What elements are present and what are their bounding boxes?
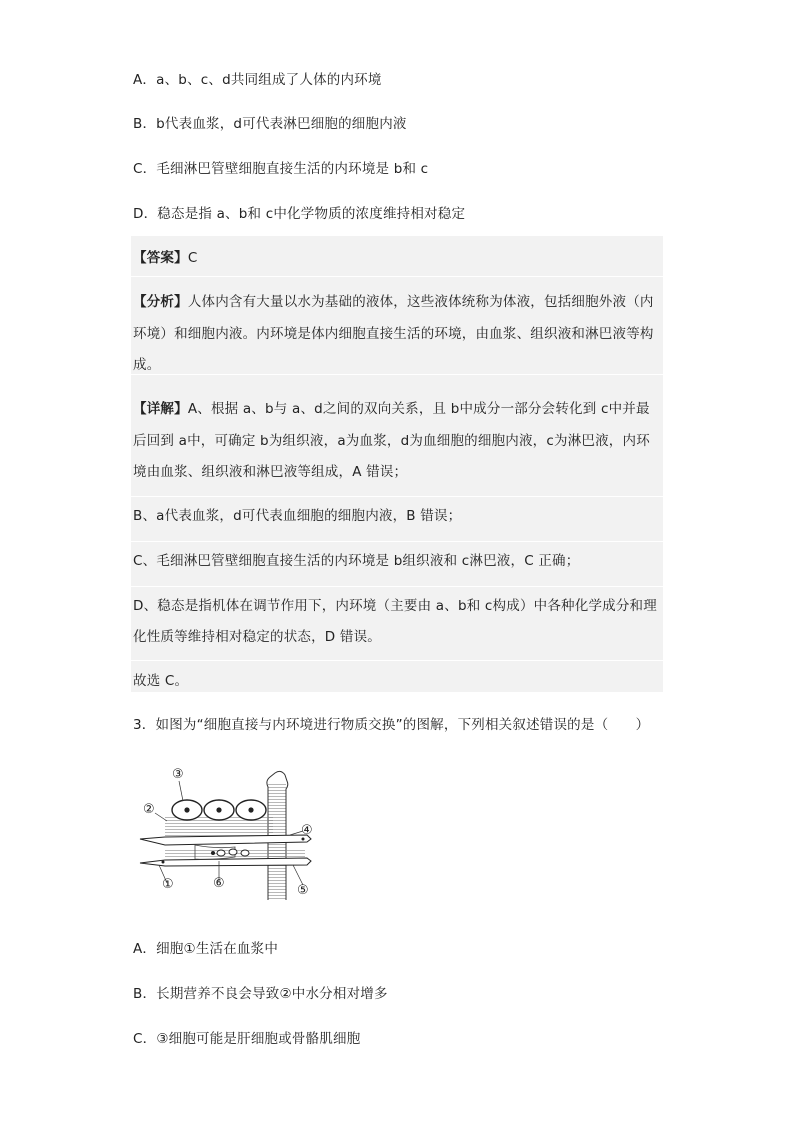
q3-option-a: A．细胞①生活在血浆中 bbox=[133, 941, 279, 957]
detail-line-3: 境由血浆、组织液和淋巴液等组成，A 错误； bbox=[133, 464, 408, 480]
figure-label-1: ① bbox=[162, 877, 174, 892]
figure-label-6: ⑥ bbox=[213, 876, 225, 891]
option-c-prev: C．毛细淋巴管壁细胞直接生活的内环境是 b和 c bbox=[133, 161, 429, 177]
analysis-text-1: 人体内含有大量以水为基础的液体，这些液体统称为体液，包括细胞外液（内 bbox=[187, 294, 654, 310]
detail-c: C、毛细淋巴管壁细胞直接生活的内环境是 b组织液和 c淋巴液，C 正确； bbox=[133, 553, 580, 569]
figure-label-3: ③ bbox=[172, 767, 184, 782]
detail-d-line-2: 化性质等维持相对稳定的状态，D 错误。 bbox=[133, 629, 381, 645]
figure-label-5: ⑤ bbox=[297, 883, 309, 898]
option-a-prev: A．a、b、c、d共同组成了人体的内环境 bbox=[133, 72, 382, 88]
analysis-line-3: 成。 bbox=[133, 357, 161, 373]
option-d-prev: D．稳态是指 a、b和 c中化学物质的浓度维持相对稳定 bbox=[133, 206, 466, 222]
conclusion: 故选 C。 bbox=[133, 673, 189, 689]
analysis-line-2: 环境）和细胞内液。内环境是体内细胞直接生活的环境，由血浆、组织液和淋巴液等构 bbox=[133, 326, 654, 342]
detail-d-line-1: D、稳态是指机体在调节作用下，内环境（主要由 a、b和 c构成）中各种化学成分和理 bbox=[133, 598, 657, 614]
q3-option-b: B．长期营养不良会导致②中水分相对增多 bbox=[133, 986, 388, 1002]
cell-exchange-figure bbox=[135, 765, 320, 901]
figure-label-2: ② bbox=[143, 802, 155, 817]
answer-line bbox=[133, 246, 197, 266]
detail-line-2: 后回到 a中，可确定 b为组织液，a为血浆，d为血细胞的细胞内液，c为淋巴液，内环 bbox=[133, 433, 650, 449]
detail-label: 【详解】 bbox=[133, 401, 188, 417]
analysis-line-1 bbox=[133, 290, 654, 310]
question-3-stem: 3．如图为“细胞直接与内环境进行物质交换”的图解，下列相关叙述错误的是（ ） bbox=[133, 717, 650, 733]
detail-line-1 bbox=[133, 397, 650, 417]
answer-value: C bbox=[187, 250, 198, 266]
q3-option-c: C．③细胞可能是肝细胞或骨骼肌细胞 bbox=[133, 1031, 361, 1047]
analysis-label: 【分析】 bbox=[133, 294, 188, 310]
detail-text-1: A、根据 a、b与 a、d之间的双向关系，且 b中成分一部分会转化到 c中并最 bbox=[187, 401, 650, 417]
answer-label: 【答案】 bbox=[133, 250, 188, 266]
figure-label-4: ④ bbox=[301, 823, 313, 838]
option-b-prev: B．b代表血浆，d可代表淋巴细胞的细胞内液 bbox=[133, 116, 407, 132]
detail-b: B、a代表血浆，d可代表血细胞的细胞内液，B 错误； bbox=[133, 508, 462, 524]
